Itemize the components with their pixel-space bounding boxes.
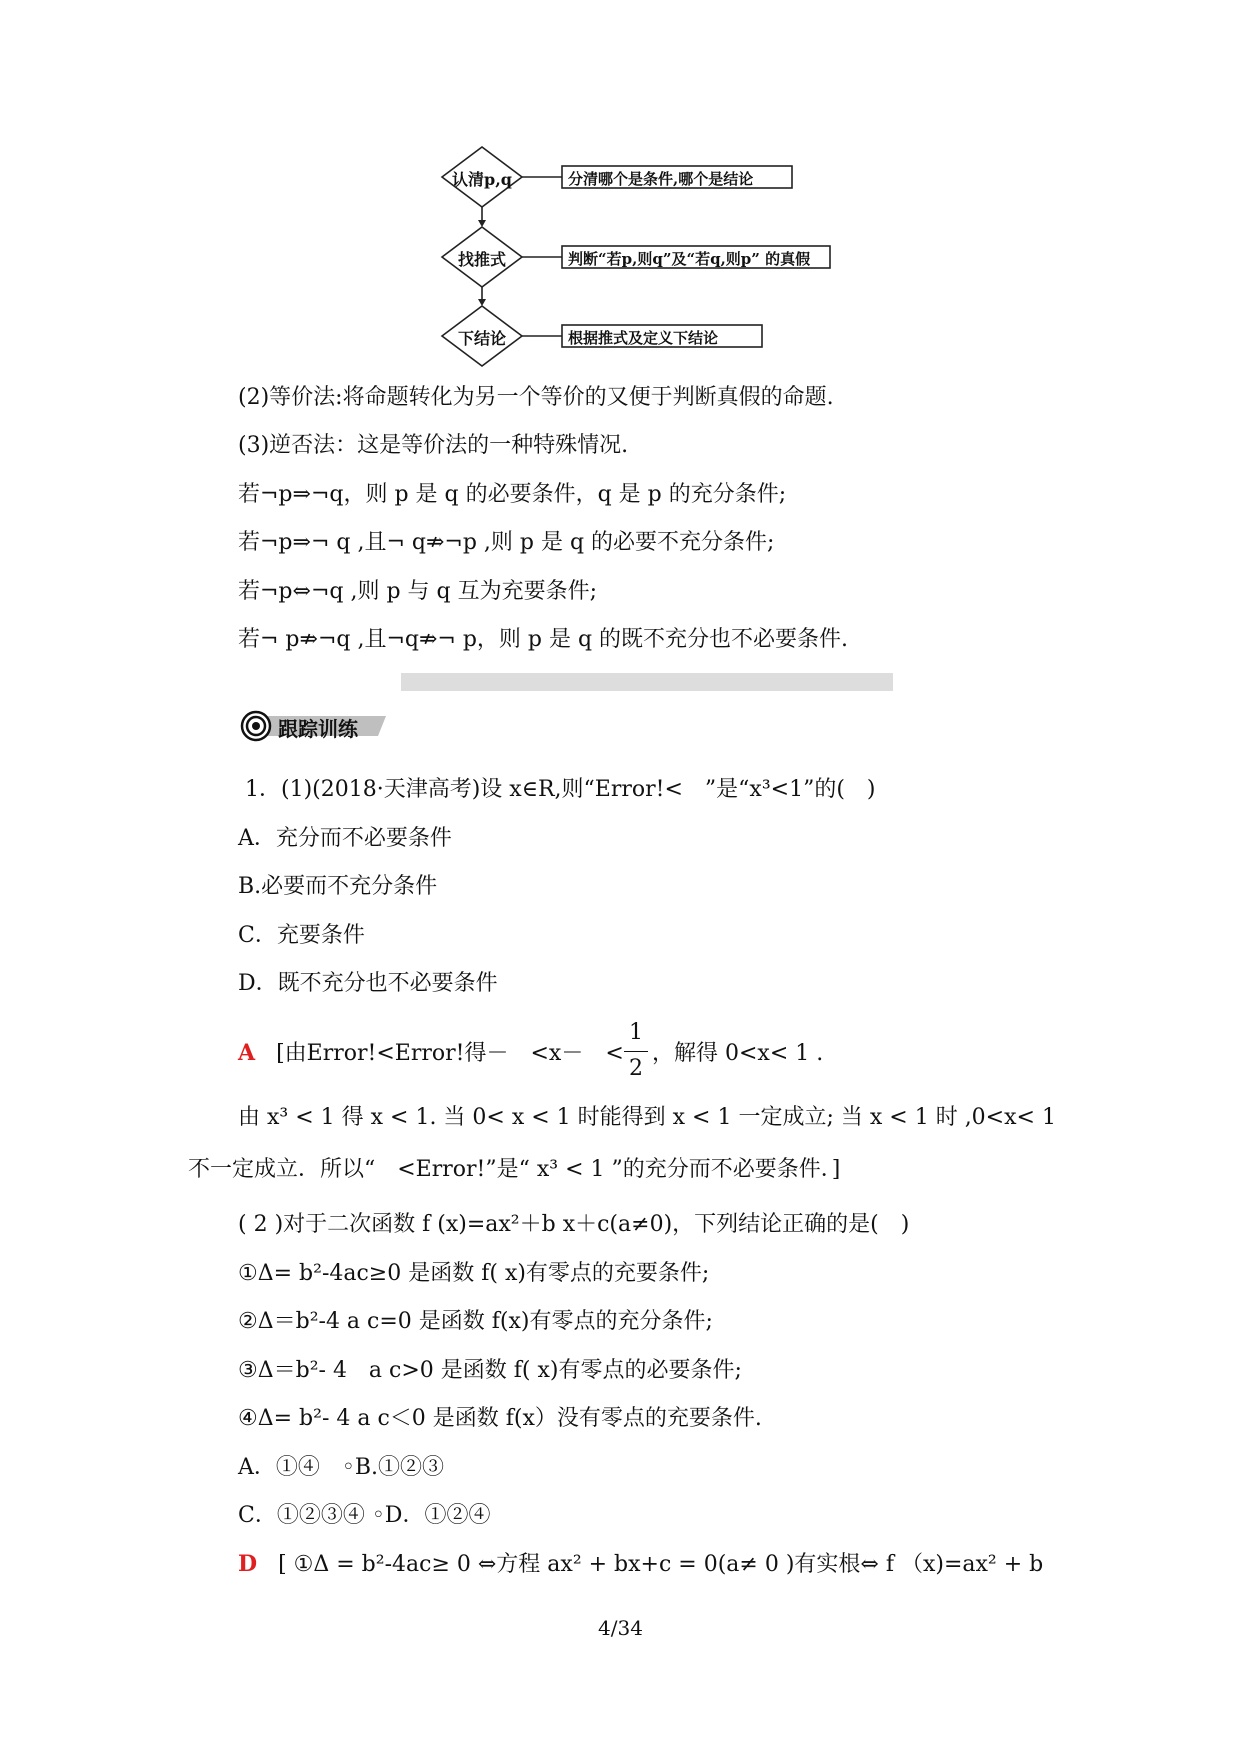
flow-arrow-1 bbox=[478, 220, 486, 227]
fraction-numerator: 1 bbox=[629, 1020, 643, 1045]
fraction-denominator: 2 bbox=[629, 1056, 643, 1081]
page-number: 4/34 bbox=[598, 1616, 643, 1640]
q2-stem: ( 2 )对于二次函数 f (x)=ax²＋b x＋c(a≠0)，下列结论正确的是( ) bbox=[238, 1212, 910, 1237]
q1-solution-text: [由Error!<Error!得－ <x－ < bbox=[276, 1041, 624, 1066]
flowchart bbox=[440, 140, 840, 370]
q2-item-1: ①Δ= b²-4ac≥0 是函数 f( x)有零点的充要条件; bbox=[238, 1261, 710, 1286]
flow-box-2-label: 判断“若p,则q”及“若q,则p” 的真假 bbox=[568, 250, 811, 268]
q1-explain-1: 由 x³ < 1 得 x < 1. 当 0< x < 1 时能得到 x < 1 一定成立; 当 x < 1 时 ,0<x< 1 bbox=[238, 1105, 1056, 1130]
rule-neither: 若¬ p⇏¬q ,且¬q⇏¬ p，则 p 是 q 的既不充分也不必要条件. bbox=[238, 627, 849, 652]
equivalence-method: (2)等价法:将命题转化为另一个等价的又便于判断真假的命题. bbox=[238, 385, 834, 410]
contrapositive-method: (3)逆否法：这是等价法的一种特殊情况. bbox=[238, 433, 629, 458]
flow-diamond-2-label: 找推式 bbox=[457, 250, 506, 269]
q1-option-a: A．充分而不必要条件 bbox=[238, 826, 452, 851]
q2-solution-text: [ ①Δ = b²-4ac≥ 0 ⇔方程 ax² + bx+c = 0(a≠ 0 )有实根⇔ f （x)=ax² + b bbox=[278, 1552, 1044, 1577]
section-divider bbox=[401, 673, 893, 691]
flow-box-3-label: 根据推式及定义下结论 bbox=[568, 329, 719, 347]
section-title: 跟踪训练 bbox=[278, 717, 358, 741]
flow-box-1-label: 分清哪个是条件,哪个是结论 bbox=[568, 170, 754, 188]
q2-options-row-2: C．①②③④ ◦D．①②④ bbox=[238, 1503, 491, 1528]
flow-arrow-2 bbox=[478, 299, 486, 306]
q2-options-row-1: A．①④ ◦B.①②③ bbox=[238, 1455, 445, 1480]
q2-item-2: ②Δ＝b²-4 a c=0 是函数 f(x)有零点的充分条件; bbox=[238, 1309, 713, 1334]
flow-diamond-1-label: 认清p,q bbox=[452, 170, 512, 189]
q1-explain-2: 不一定成立．所以“ <Error!”是“ x³ < 1 ”的充分而不必要条件．] bbox=[188, 1157, 841, 1182]
rule-iff: 若¬p⇔¬q ,则 p 与 q 互为充要条件; bbox=[238, 579, 598, 604]
q1-solution-tail: ，解得 0<x< 1 . bbox=[652, 1041, 824, 1066]
flow-diamond-3-label: 下结论 bbox=[457, 329, 506, 348]
q1-option-c: C．充要条件 bbox=[238, 923, 365, 948]
q2-item-3: ③Δ＝b²- 4 a c>0 是函数 f( x)有零点的必要条件; bbox=[238, 1358, 742, 1383]
q1-option-d: D．既不充分也不必要条件 bbox=[238, 971, 498, 996]
q1-solution bbox=[238, 1036, 624, 1067]
q1-stem: 1．(1)(2018·天津高考)设 x∈R,则“Error!< ”是“x³<1”的( ) bbox=[245, 777, 876, 802]
q1-option-b: B.必要而不充分条件 bbox=[238, 874, 438, 899]
q2-item-4: ④Δ= b²- 4 a c＜0 是函数 f(x）没有零点的充要条件. bbox=[238, 1406, 762, 1431]
fraction-bar bbox=[624, 1051, 648, 1052]
rule-necessary: 若¬p⇒¬q，则 p 是 q 的必要条件，q 是 p 的充分条件; bbox=[238, 482, 787, 507]
q1-answer: A bbox=[238, 1040, 256, 1066]
q2-answer: D bbox=[238, 1551, 258, 1577]
q2-solution bbox=[238, 1547, 1043, 1578]
rule-necessary-not-sufficient: 若¬p⇒¬ q ,且¬ q⇏¬p ,则 p 是 q 的必要不充分条件; bbox=[238, 530, 775, 555]
